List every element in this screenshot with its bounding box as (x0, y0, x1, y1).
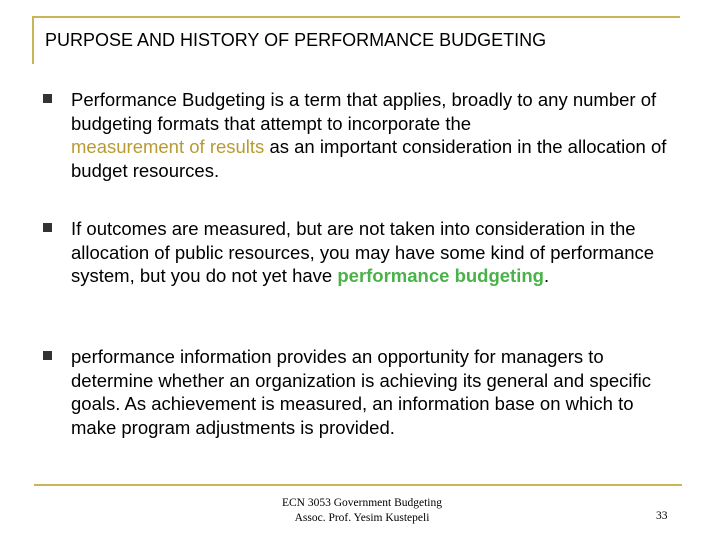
slide-title: PURPOSE AND HISTORY OF PERFORMANCE BUDGETING (45, 30, 547, 50)
bullet-text-2 (71, 217, 681, 288)
footer-author: Assoc. Prof. Yesim Kustepeli (294, 512, 430, 524)
bullet-1-text-before: Performance Budgeting is a term that applies, broadly to any number of budgeting formats that attempt to incorporate the (71, 89, 657, 134)
footer-rule (34, 484, 682, 486)
bullet-2-text-after: . (543, 265, 550, 286)
footer-credit (262, 496, 462, 526)
title-top-rule (32, 16, 680, 18)
bullet-text-3: performance information provides an opportunity for managers to determine whether an organization is achieving its general and specific goals. As achievement is measured, an information base on which to make program adjustments is provided. (71, 346, 652, 438)
bullet-text-1 (71, 88, 681, 182)
bullet-2-text-before: If outcomes are measured, but are not taken into consideration in the allocation of public resources, you may have some kind of performance system, but you do not yet have (71, 218, 655, 286)
bullet-2-highlight: performance budgeting (337, 265, 544, 286)
square-bullet-icon (43, 351, 52, 360)
square-bullet-icon (43, 223, 52, 232)
square-bullet-icon (43, 94, 52, 103)
page-number: 33 (656, 510, 668, 522)
bullet-1-text-after: as an important consideration in the allocation of budget resources. (71, 136, 667, 181)
title-left-rule (32, 16, 34, 64)
footer-course: ECN 3053 Government Budgeting (281, 497, 443, 509)
bullet-1-highlight: measurement of results (71, 136, 265, 157)
